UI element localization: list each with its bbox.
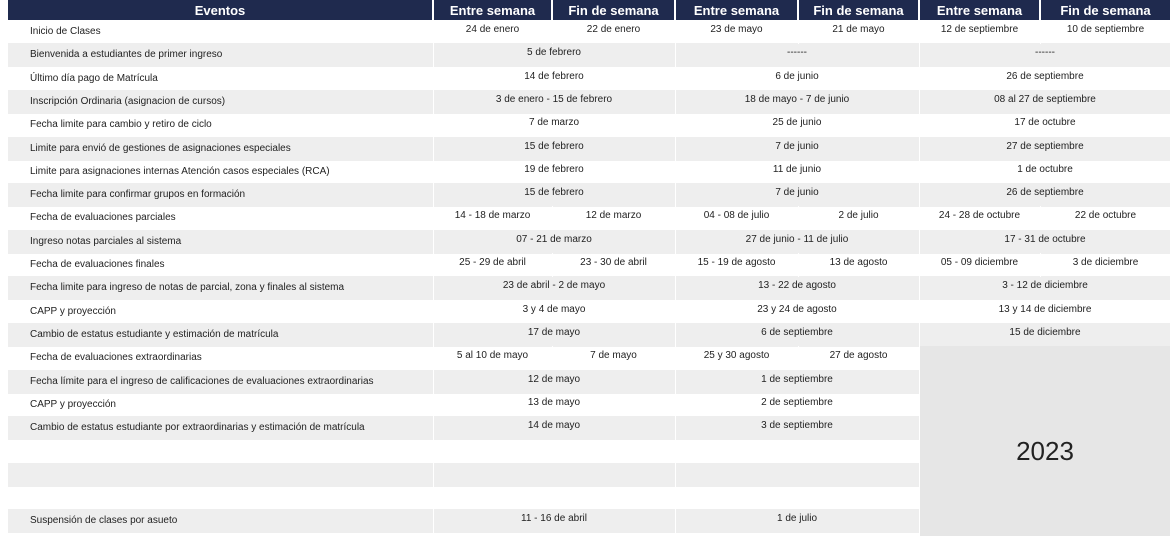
- weekend-date: 7 de mayo: [590, 350, 637, 362]
- weekend-date: 2 de julio: [838, 210, 879, 222]
- event-label: Inicio de Clases: [30, 26, 101, 37]
- header-entre-semana-3: Entre semana: [920, 0, 1039, 20]
- weekday-date: 25 - 29 de abril: [459, 257, 526, 268]
- header-entre-semana-2: Entre semana: [676, 0, 797, 20]
- event-date: 18 de mayo - 7 de junio: [744, 93, 850, 105]
- event-date: 3 de septiembre: [761, 420, 833, 432]
- header-fin-de-semana-1: Fin de semana: [553, 0, 674, 20]
- event-label: Bienvenida a estudiantes de primer ingreso: [30, 49, 223, 61]
- event-date: 6 de septiembre: [761, 326, 833, 338]
- event-label: CAPP y proyección: [30, 398, 116, 410]
- event-label: Fecha de evaluaciones finales: [30, 259, 165, 270]
- weekend-date: 10 de septiembre: [1066, 24, 1145, 35]
- event-date: 1 de julio: [776, 513, 818, 525]
- event-date: 11 de junio: [772, 163, 822, 175]
- header-fin-de-semana-3: Fin de semana: [1041, 0, 1170, 20]
- event-label: Cambio de estatus estudiante por extraordinarias y estimación de matrícula: [30, 422, 365, 434]
- event-date: 3 - 12 de diciembre: [1002, 280, 1088, 292]
- weekend-date: 27 de agosto: [829, 350, 888, 362]
- weekday-date: 14 - 18 de marzo: [454, 210, 531, 222]
- event-label: Limite para asignaciones internas Atención casos especiales (RCA): [30, 165, 330, 177]
- event-date: 27 de septiembre: [1006, 140, 1084, 152]
- event-date: 2 de septiembre: [761, 396, 833, 408]
- event-date: 26 de septiembre: [1006, 187, 1084, 199]
- event-label: Ingreso notas parciales al sistema: [30, 235, 182, 247]
- event-date: 17 - 31 de octubre: [1004, 233, 1086, 245]
- event-date: 13 y 14 de diciembre: [998, 303, 1092, 315]
- weekend-date: 21 de mayo: [832, 24, 885, 35]
- header-eventos: Eventos: [8, 0, 432, 20]
- event-date: 1 de octubre: [1017, 163, 1073, 175]
- weekend-date: 22 de octubre: [1074, 210, 1137, 222]
- event-label: CAPP y proyección: [30, 305, 116, 317]
- weekday-date: 04 - 08 de julio: [703, 210, 770, 222]
- event-label: Fecha de evaluaciones parciales: [30, 212, 176, 224]
- event-label: Suspensión de clases por asueto: [30, 515, 178, 527]
- weekday-date: 5 al 10 de mayo: [456, 350, 529, 362]
- event-label: Fecha de evaluaciones extraordinarias: [30, 352, 202, 364]
- header-fin-de-semana-2: Fin de semana: [799, 0, 918, 20]
- event-date: 15 de febrero: [524, 140, 584, 152]
- event-date: 6 de junio: [775, 70, 819, 82]
- event-date: ------: [787, 47, 807, 59]
- event-date: ------: [1035, 47, 1055, 59]
- event-date: 7 de junio: [775, 187, 819, 199]
- event-date: 7 de junio: [775, 140, 819, 152]
- weekday-date: 25 y 30 agosto: [703, 350, 770, 362]
- weekday-date: 23 de mayo: [710, 24, 763, 35]
- year-label: 2023: [1016, 436, 1074, 466]
- header-entre-semana-1: Entre semana: [434, 0, 551, 20]
- event-label: Fecha limite para confirmar grupos en formación: [30, 189, 246, 201]
- event-date: 3 y 4 de mayo: [522, 303, 586, 315]
- event-date: 13 - 22 de agosto: [758, 280, 836, 292]
- event-date: 08 al 27 de septiembre: [994, 93, 1096, 105]
- weekend-date: 3 de diciembre: [1072, 257, 1139, 268]
- event-label: Fecha limite para ingreso de notas de parcial, zona y finales al sistema: [30, 282, 345, 294]
- event-label: Fecha limite para cambio y retiro de ciclo: [30, 119, 212, 131]
- event-date: 12 de mayo: [527, 373, 581, 385]
- weekday-date: 05 - 09 diciembre: [940, 257, 1019, 268]
- event-date: 07 - 21 de marzo: [516, 233, 592, 245]
- event-date: 15 de diciembre: [1009, 326, 1081, 338]
- weekend-date: 12 de marzo: [585, 210, 642, 222]
- event-date: 14 de febrero: [524, 70, 584, 82]
- event-date: 1 de septiembre: [761, 373, 833, 385]
- event-label: Inscripción Ordinaria (asignacion de cursos): [30, 95, 226, 107]
- event-date: 23 y 24 de agosto: [757, 303, 837, 315]
- calendar-table: [8, 0, 1170, 536]
- event-date: 11 - 16 de abril: [521, 513, 587, 525]
- event-date: 7 de marzo: [528, 117, 580, 129]
- event-date: 17 de mayo: [527, 326, 581, 338]
- event-date: 13 de mayo: [527, 396, 581, 408]
- event-date: 25 de junio: [772, 117, 822, 129]
- event-date: 14 de mayo: [527, 420, 581, 432]
- event-date: 19 de febrero: [524, 163, 584, 175]
- weekday-date: 24 - 28 de octubre: [938, 210, 1021, 222]
- event-label: Fecha límite para el ingreso de calificaciones de evaluaciones extraordinarias: [30, 375, 374, 387]
- event-date: 5 de febrero: [527, 47, 581, 59]
- event-date: 3 de enero - 15 de febrero: [495, 93, 613, 105]
- event-date: 27 de junio - 11 de julio: [745, 233, 849, 245]
- event-date: 17 de octubre: [1014, 117, 1076, 129]
- weekday-date: 12 de septiembre: [940, 24, 1019, 35]
- weekend-date: 22 de enero: [586, 24, 641, 35]
- weekend-date: 13 de agosto: [829, 257, 888, 268]
- event-label: Último día pago de Matrícula: [30, 72, 158, 84]
- weekday-date: 24 de enero: [465, 24, 520, 35]
- event-label: Cambio de estatus estudiante y estimación de matrícula: [30, 328, 279, 340]
- weekend-date: 23 - 30 de abril: [580, 257, 647, 268]
- event-date: 26 de septiembre: [1006, 70, 1084, 82]
- weekday-date: 15 - 19 de agosto: [697, 257, 776, 268]
- event-date: 15 de febrero: [524, 187, 584, 199]
- event-label: Limite para envió de gestiones de asignaciones especiales: [30, 142, 291, 154]
- event-date: 23 de abril - 2 de mayo: [502, 280, 606, 292]
